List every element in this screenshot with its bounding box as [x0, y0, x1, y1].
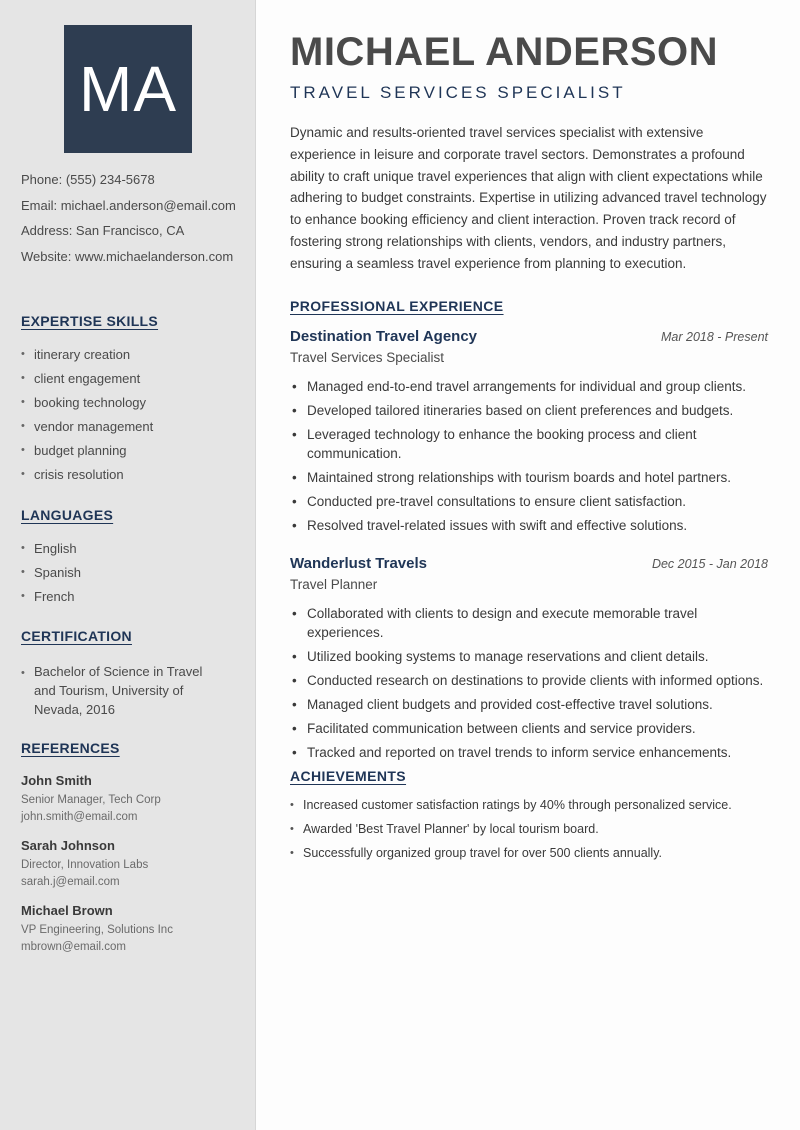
job-title: TRAVEL SERVICES SPECIALIST — [290, 83, 626, 102]
languages-heading: LANGUAGES — [21, 507, 114, 523]
list-item: • Awarded 'Best Travel Planner' by local tourism board. — [290, 821, 732, 845]
list-item: • Leveraged technology to enhance the booking process and client communication. — [290, 425, 768, 463]
reference-entry — [21, 773, 241, 826]
company-name: Destination Travel Agency — [290, 328, 478, 345]
company-name: Wanderlust Travels — [290, 555, 427, 572]
languages-section — [21, 507, 241, 613]
list-item: • Conducted pre-travel consultations to ensure client satisfaction. — [290, 492, 768, 511]
contact-email: Email: michael.anderson@email.com — [21, 197, 236, 213]
contact-website: Website: www.michaelanderson.com — [21, 248, 234, 264]
references-heading: REFERENCES — [21, 740, 120, 756]
candidate-name: MICHAEL ANDERSON — [290, 30, 719, 74]
reference-email: mbrown@email.com — [21, 941, 126, 953]
achievements-list — [290, 797, 732, 869]
skills-section — [21, 313, 241, 491]
reference-name: John Smith — [21, 773, 92, 788]
list-item: • Managed end-to-end travel arrangements for individual and group clients. — [290, 377, 768, 396]
job-bullets — [290, 604, 768, 762]
list-item: • English — [21, 541, 241, 565]
references-section — [21, 740, 241, 956]
monogram-logo: MA — [64, 25, 192, 153]
job-header — [290, 328, 768, 345]
list-item: • Tracked and reported on travel trends to inform service enhancements. — [290, 743, 768, 762]
list-item: • client engagement — [21, 371, 241, 395]
reference-email: john.smith@email.com — [21, 811, 138, 823]
reference-title: Director, Innovation Labs — [21, 859, 149, 871]
languages-list — [21, 541, 241, 613]
list-item: • Spanish — [21, 565, 241, 589]
job-role: Travel Planner — [290, 577, 378, 592]
job-role: Travel Services Specialist — [290, 350, 445, 365]
list-item: • Facilitated communication between clients and service providers. — [290, 719, 768, 738]
list-item: • Increased customer satisfaction ratings by 40% through personalized service. — [290, 797, 732, 821]
summary-paragraph: Dynamic and results-oriented travel services specialist with extensive experience in leisure and corporate travel sectors. Demonstrates a profound ability to craft unique travel experiences that align with client expectations while adhering to budget constraints. Expertise in utilizing advanced travel technology to enhance booking efficiency and client interaction. Proven track record of fostering strong relationships with clients, vendors, and industry partners, ensuring a seamless travel experience from planning to execution. — [290, 125, 767, 271]
job-bullets — [290, 377, 768, 535]
list-item: • French — [21, 589, 241, 613]
list-item: • budget planning — [21, 443, 241, 467]
certification-list — [21, 662, 241, 719]
list-item: • Conducted research on destinations to provide clients with informed options. — [290, 671, 768, 690]
list-item: • itinerary creation — [21, 347, 241, 371]
certification-heading: CERTIFICATION — [21, 628, 132, 644]
achievements-heading: ACHIEVEMENTS — [290, 768, 407, 784]
skills-list — [21, 347, 241, 491]
contact-phone: Phone: (555) 234-5678 — [21, 172, 155, 187]
reference-entry — [21, 903, 241, 956]
list-item: • vendor management — [21, 419, 241, 443]
reference-entry — [21, 838, 241, 891]
contact-info — [21, 172, 236, 274]
job-dates: Mar 2018 - Present — [661, 330, 768, 344]
reference-name: Michael Brown — [21, 903, 113, 918]
list-item: • crisis resolution — [21, 467, 241, 491]
job-dates: Dec 2015 - Jan 2018 — [651, 557, 768, 571]
sidebar — [0, 0, 256, 1130]
list-item: • Utilized booking systems to manage reservations and client details. — [290, 647, 768, 666]
contact-address: Address: San Francisco, CA — [21, 223, 185, 238]
reference-title: Senior Manager, Tech Corp — [21, 794, 161, 806]
job-header — [290, 555, 768, 572]
list-item: • Successfully organized group travel for over 500 clients annually. — [290, 845, 732, 869]
job-entry — [290, 555, 768, 767]
reference-email: sarah.j@email.com — [21, 876, 120, 888]
list-item: • Bachelor of Science in Travel and Tourism, University of Nevada, 2016 — [21, 662, 226, 719]
experience-heading: PROFESSIONAL EXPERIENCE — [290, 298, 504, 314]
reference-title: VP Engineering, Solutions Inc — [21, 924, 173, 936]
list-item: • Collaborated with clients to design and execute memorable travel experiences. — [290, 604, 768, 642]
reference-name: Sarah Johnson — [21, 838, 115, 853]
certification-section — [21, 628, 241, 719]
list-item: • Maintained strong relationships with tourism boards and hotel partners. — [290, 468, 768, 487]
list-item: • Managed client budgets and provided cost-effective travel solutions. — [290, 695, 768, 714]
list-item: • Developed tailored itineraries based on client preferences and budgets. — [290, 401, 768, 420]
skills-heading: EXPERTISE SKILLS — [21, 313, 159, 329]
job-entry — [290, 328, 768, 540]
list-item: • Resolved travel-related issues with swift and effective solutions. — [290, 516, 768, 535]
list-item: • booking technology — [21, 395, 241, 419]
